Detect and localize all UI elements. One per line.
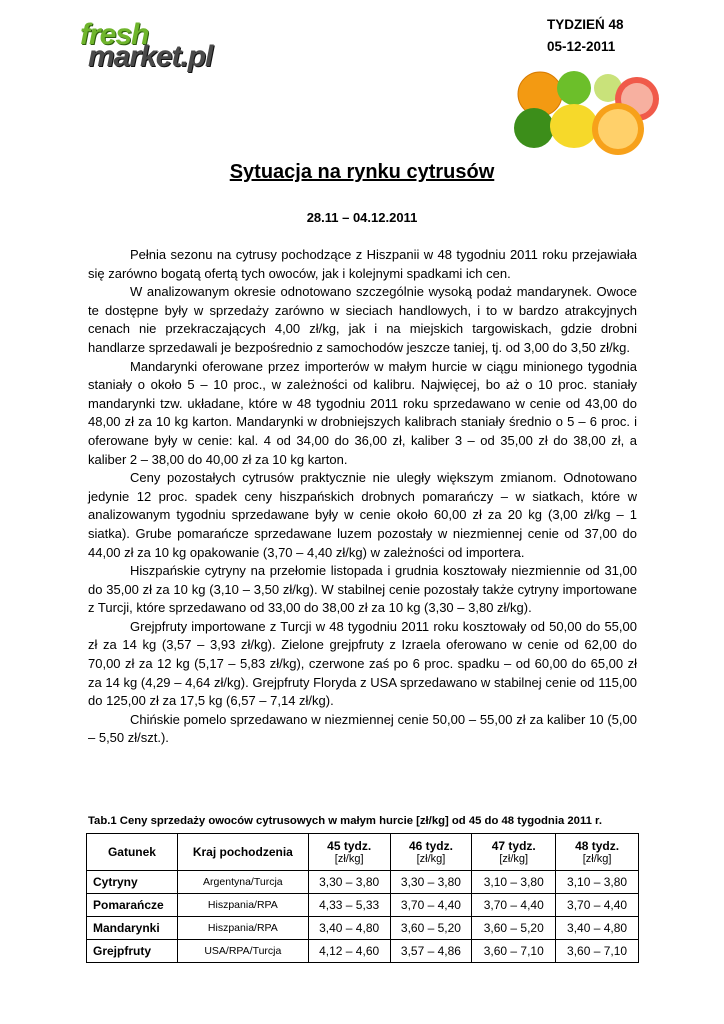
- cell-w48: 3,40 – 4,80: [556, 917, 639, 940]
- header-kraj: Kraj pochodzenia: [177, 834, 308, 871]
- cell-kraj: Hiszpania/RPA: [177, 917, 308, 940]
- cell-gatunek: Grejpfruty: [87, 940, 178, 963]
- cell-w45: 4,12 – 4,60: [308, 940, 390, 963]
- cell-w48: 3,60 – 7,10: [556, 940, 639, 963]
- page-title: Sytuacja na rynku cytrusów: [229, 161, 495, 183]
- header-week-45: 45 tydz. [zł/kg]: [308, 834, 390, 871]
- cell-w45: 3,30 – 3,80: [308, 871, 390, 894]
- paragraph: Chińskie pomelo sprzedawano w niezmiennej cenie 50,00 – 55,00 zł za kaliber 10 (5,00 – 5,50 zł/szt.).: [88, 711, 637, 746]
- paragraph: Pełnia sezonu na cytrusy pochodzące z Hiszpanii w 48 tygodniu 2011 roku przejawiała się zarówno bogatą ofertą tych owoców, jak i kolejnymi spadkami ich cen.: [88, 247, 637, 281]
- cell-w46: 3,30 – 3,80: [390, 871, 472, 894]
- cell-kraj: USA/RPA/Turcja: [177, 940, 308, 963]
- cell-gatunek: Mandarynki: [87, 917, 178, 940]
- cell-w47: 3,70 – 4,40: [472, 894, 556, 917]
- table-row: [87, 917, 639, 940]
- table-header-row: [87, 834, 639, 871]
- cell-w46: 3,70 – 4,40: [390, 894, 472, 917]
- header-week-48: 48 tydz. [zł/kg]: [556, 834, 639, 871]
- cell-gatunek: Cytryny: [87, 871, 178, 894]
- cell-w47: 3,60 – 7,10: [472, 940, 556, 963]
- table-caption: Tab.1 Ceny sprzedaży owoców cytrusowych w małym hurcie [zł/kg] od 45 do 48 tygodnia 2011 r.: [88, 815, 602, 827]
- cell-w46: 3,57 – 4,86: [390, 940, 472, 963]
- cell-w45: 4,33 – 5,33: [308, 894, 390, 917]
- logo-text-market: market.pl: [88, 40, 213, 73]
- cell-gatunek: Pomarańcze: [87, 894, 178, 917]
- freshmarket-logo: [80, 18, 230, 73]
- logo-text-fresh: fresh: [80, 18, 149, 51]
- citrus-fruits-illustration: [512, 66, 662, 156]
- header-week-47: 47 tydz. [zł/kg]: [472, 834, 556, 871]
- paragraph: Grejpfruty importowane z Turcji w 48 tygodniu 2011 roku kosztowały od 50,00 do 55,00 zł za 14 kg (3,57 – 3,93 zł/kg). Zielone grejpfruty z Izraela oferowano w cenie od 62,00 do 70,00 zł za 12 kg (5,17 – 5,83 zł/kg), czerwone zaś po 6 proc. spadku – od 60,00 do 65,00 zł za 14 kg (4,29 – 4,64 zł/kg). Grejpfruty Floryda z USA sprzedawano w stabilnej cenie od 115,00 do 125,00 zł za 17,5 kg (6,57 – 7,14 zł/kg).: [88, 618, 637, 709]
- header-week-46: 46 tydz. [zł/kg]: [390, 834, 472, 871]
- table-row: [87, 871, 639, 894]
- cell-w47: 3,10 – 3,80: [472, 871, 556, 894]
- price-table: [86, 833, 639, 963]
- paragraph: W analizowanym okresie odnotowano szczególnie wysoką podaż mandarynek. Owoce te dostępne były w sprzedaży zarówno w sieciach handlowych, i to w bardzo atrakcyjnych cenach nie przekraczających 4,00 zł/kg, jak i na miejskich targowiskach, gdzie drobni handlarze sprzedawali je bezpośrednio z samochodów jeszcze taniej, tj. od 3,00 do 3,50 zł/kg.: [88, 284, 637, 355]
- paragraph: Ceny pozostałych cytrusów praktycznie nie uległy większym zmianom. Odnotowano jedynie 12 proc. spadek ceny hiszpańskich drobnych pomarańczy – w siatkach, które w analizowanym tygodniu sprzedawane były w cenie około 60,00 zł za 20 kg (3,00 zł/kg – 1 siatka). Grube pomarańcze sprzedawane luzem pozostały w niezmiennej cenie od 37,00 do 44,00 zł za 10 kg opakowanie (3,70 – 4,40 zł/kg) w zależności od importera.: [88, 470, 637, 560]
- table-row: [87, 940, 639, 963]
- cell-w46: 3,60 – 5,20: [390, 917, 472, 940]
- paragraph: Mandarynki oferowane przez importerów w małym hurcie w ciągu minionego tygodnia staniały o około 5 – 10 proc., w zależności od kalibru. Najwięcej, bo aż o 10 proc. staniały mandarynki tzw. układane, które w 48 tygodniu 2011 roku sprzedawano w cenie od 43,00 do 48,00 zł za 10 kg karton. Mandarynki w drobniejszych kalibrach staniały średnio o 5 – 6 proc. i oferowane były w cenie: kal. 4 od 34,00 do 36,00 zł, kaliber 3 – od 35,00 zł do 38,00 zł, a kaliber 2 – 38,00 do 40,00 zł za 10 kg karton.: [88, 358, 637, 467]
- week-header: [547, 14, 624, 58]
- week-number: TYDZIEŃ 48: [547, 17, 624, 32]
- cell-w45: 3,40 – 4,80: [308, 917, 390, 940]
- report-date: 05-12-2011: [547, 39, 616, 54]
- cell-w48: 3,10 – 3,80: [556, 871, 639, 894]
- cell-kraj: Hiszpania/RPA: [177, 894, 308, 917]
- cell-w47: 3,60 – 5,20: [472, 917, 556, 940]
- table-row: [87, 894, 639, 917]
- header-gatunek: Gatunek: [87, 834, 178, 871]
- date-range: 28.11 – 04.12.2011: [306, 210, 418, 225]
- cell-w48: 3,70 – 4,40: [556, 894, 639, 917]
- paragraph: Hiszpańskie cytryny na przełomie listopada i grudnia kosztowały niezmiennie od 31,00 do 35,00 zł za 10 kg (3,10 – 3,50 zł/kg). W stabilnej cenie pozostały także cytryny importowane z Turcji, które sprzedawano od 33,00 do 38,00 zł za 10 kg (3,30 – 3,80 zł/kg).: [88, 563, 637, 616]
- cell-kraj: Argentyna/Turcja: [177, 871, 308, 894]
- article-body: [88, 246, 637, 748]
